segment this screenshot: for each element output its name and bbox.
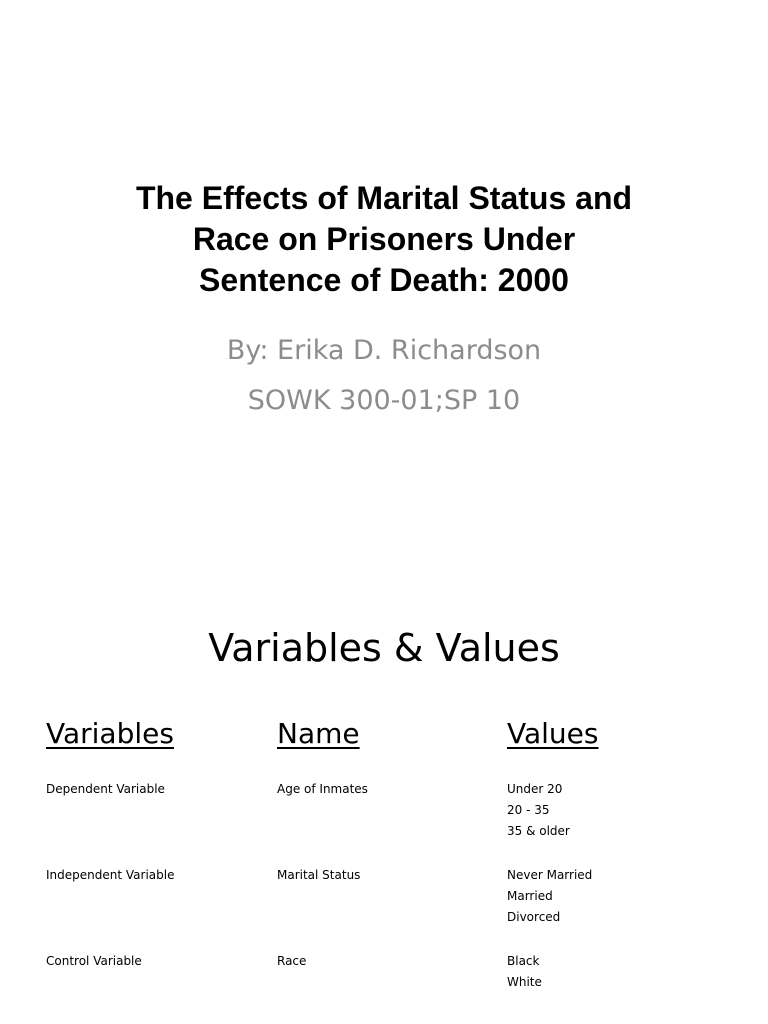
presentation-title bbox=[40, 178, 728, 301]
values-cell bbox=[507, 865, 592, 928]
value-item: Divorced bbox=[507, 910, 561, 924]
value-item: Black bbox=[507, 954, 540, 968]
slide-title: Variables & Values bbox=[208, 626, 560, 670]
title-line: The Effects of Marital Status and bbox=[135, 180, 633, 216]
value-item: 35 & older bbox=[507, 824, 570, 838]
name-cell: Race bbox=[277, 954, 307, 968]
header-values: Values bbox=[507, 717, 599, 750]
value-item: White bbox=[507, 975, 542, 989]
values-cell bbox=[507, 951, 542, 993]
variable-cell: Independent Variable bbox=[46, 868, 175, 882]
author-line: By: Erika D. Richardson bbox=[226, 335, 542, 366]
course-line: SOWK 300-01;SP 10 bbox=[247, 385, 521, 416]
header-variables: Variables bbox=[46, 717, 174, 750]
value-item: Under 20 bbox=[507, 782, 563, 796]
presentation-subtitle bbox=[40, 330, 728, 430]
variables-slide bbox=[0, 576, 768, 1024]
variable-cell: Dependent Variable bbox=[46, 782, 165, 796]
header-name: Name bbox=[277, 717, 360, 750]
title-line: Sentence of Death: 2000 bbox=[199, 262, 569, 298]
title-line: Race on Prisoners Under bbox=[192, 221, 576, 257]
variable-cell: Control Variable bbox=[46, 954, 142, 968]
value-item: Never Married bbox=[507, 868, 593, 882]
value-item: 20 - 35 bbox=[507, 803, 550, 817]
name-cell: Age of Inmates bbox=[277, 782, 368, 796]
value-item: Married bbox=[507, 889, 553, 903]
values-cell bbox=[507, 779, 570, 842]
name-cell: Marital Status bbox=[277, 868, 361, 882]
